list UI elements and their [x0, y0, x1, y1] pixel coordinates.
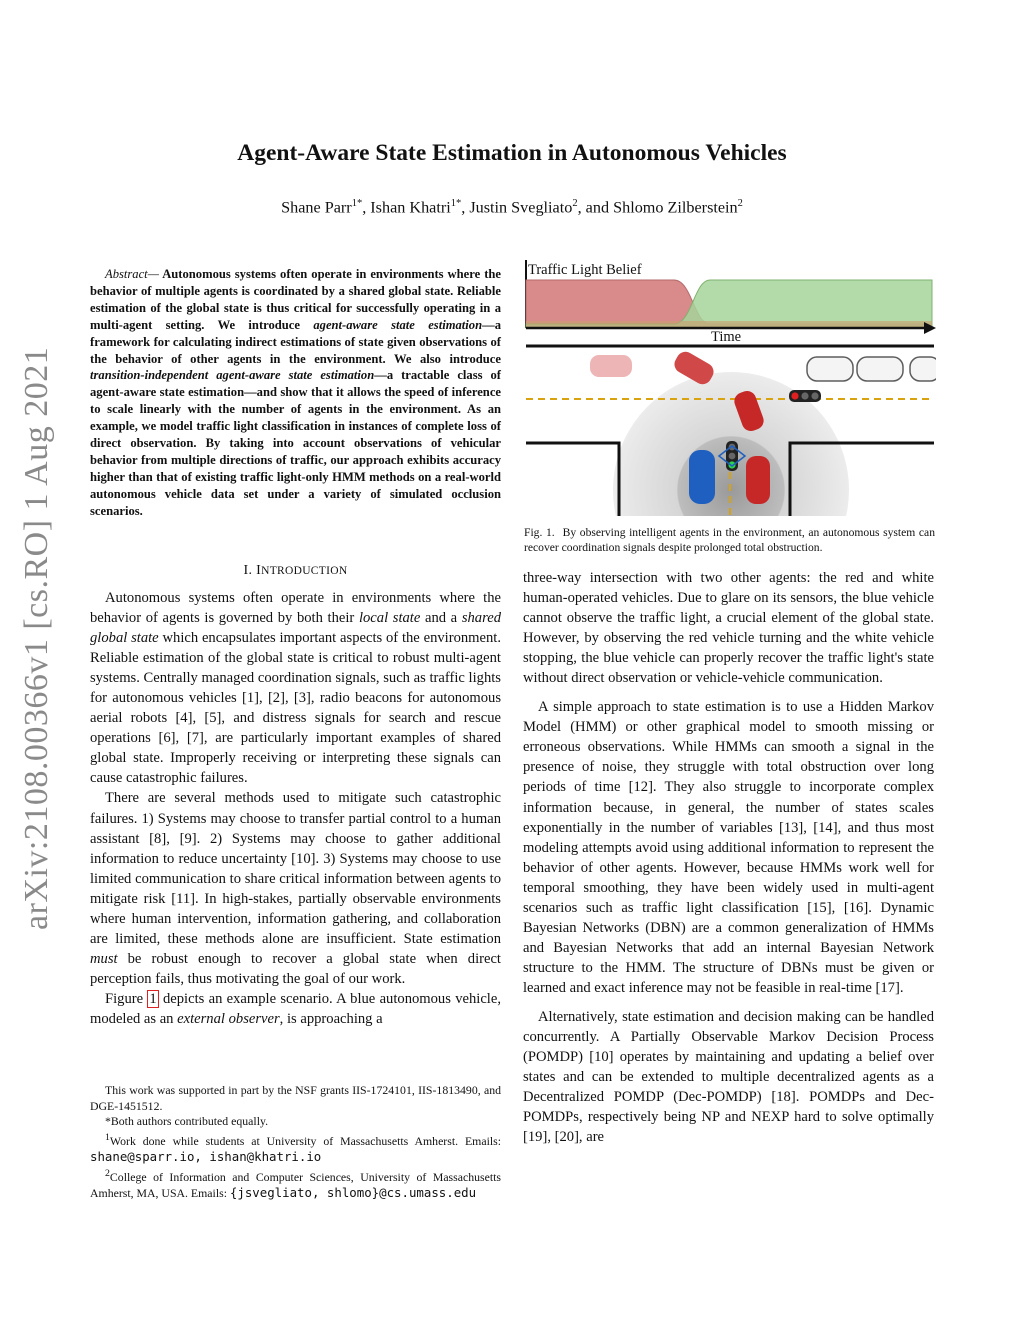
figure-reference-link[interactable]: 1: [149, 990, 157, 1007]
figure-caption: Fig. 1. By observing intelligent agents in the environment, an autonomous system can recover coordination signals despite prolonged total obstruction.: [524, 526, 935, 555]
red-car: [746, 456, 770, 504]
paragraph: There are several methods used to mitigate such catastrophic failures. 1) Systems may choose to transfer partial control to a human assistant [8], [9]. 2) Systems may choose to gather additional information to reduce uncertainty [10]. 3) Systems may choose to use limited communication to share critical information between agents to mitigate risk [11]. In high-stakes, partially observable environments where human intervention, information gathering, and collaboration are limited, these methods alone are insufficient. State estimation must be robust enough to recover a global state when direct perception fails, thus motivating the goal of our work.: [90, 790, 501, 987]
footnote: This work was supported in part by the NSF grants IIS-1724101, IIS-1813490, and DGE-1451512.: [90, 1083, 501, 1113]
figure-1: [524, 258, 936, 516]
time-label: Time: [711, 329, 742, 345]
author-name: Justin Svegliato: [469, 198, 573, 217]
left-column-body: [90, 588, 501, 1029]
paragraph: three-way intersection with two other agents: the red and white human-operated vehicles. Due to glare on its sensors, the blue vehicle cannot observe the traffic light, a crucial element of the global state. However, by observing the red vehicle turning and the white vehicle stopping, the blue vehicle can properly recover the traffic light's state without direct observation or vehicle-vehicle communication.: [523, 570, 934, 687]
abstract-label: Abstract: [105, 267, 148, 281]
author-name: Ishan Khatri: [370, 198, 451, 217]
paragraph: A simple approach to state estimation is to use a Hidden Markov Model (HMM) or other graphical model to smooth missing or erroneous observations. While HMMs can smooth a signal in the presence of noise, they struggle with total obstruction over long periods of time [12]. They also struggle to incorporate complex information because, in general, the number of states scales exponentially in the number of variables [13], [14], and thus most modeling attempts avoid using additional information to represent the behavior of other agents. However, because HMMs work well for temporal smoothing, they have been widely used in multi-agent scenarios such as traffic light classification [15], [16]. Dynamic Bayesian Networks (DBN) are a common generalization of HMMs and Bayesian Networks that add an internal Bayesian Network structure to the HMM. The structure of DBNs must be given or learned and exact inference may not be feasible in real-time [17].: [523, 699, 934, 996]
red-car-faded: [590, 355, 632, 377]
author-list: Shane Parr$^{1*}$, Ishan Khatri$^{1*}$, Justin Svegliato$^2$, and Shlomo Zilberstein$^2$: [281, 198, 743, 217]
paper-title: Agent-Aware State Estimation in Autonomous Vehicles: [237, 140, 787, 166]
white-car: [807, 357, 936, 381]
footnotes: [90, 1083, 501, 1202]
footnote: $^1$Work done while students at University of Massachusetts Amherst. Emails: shane@sparr.io, ishan@khatri.io: [90, 1131, 501, 1165]
abstract: Abstract— Autonomous systems often operate in environments where the behavior of multiple agents is coordinated by a shared global state. Reliable estimation of the global state is thus critical for successfully operating in a multi-agent setting. We introduce agent-aware state estimation—a framework for calculating indirect estimations of state given observations of the behavior of other agents in the environment. We also introduce transition-independent agent-aware state estimation—a tractable class of agent-aware state estimation—and show that it allows the speed of inference to scale linearly with the number of agents in the environment. As an example, we model traffic light classification in instances of complete loss of direct observation. By taking into account observations of vehicular behavior from multiple directions of traffic, our approach exhibits accuracy higher than that of existing traffic light-only HMM methods on a real-world autonomous vehicle data set under a variety of simulated occlusion scenarios.: [90, 267, 501, 518]
author-name: Shane Parr: [281, 198, 352, 217]
paragraph: Autonomous systems often operate in environments where the behavior of agents is governed by both their local state and a shared global state which encapsulates important aspects of the environment. Reliable estimation of the global state is critical to robust multi-agent systems. Centrally managed coordination signals, such as traffic lights for autonomous vehicles [1], [2], [3], radio beacons for autonomous aerial robots [4], [5], and distress signals for search and rescue operations [6], [7], are particularly important examples of shared global state. Improperly receiving or interpreting these signals can cause catastrophic failures.: [90, 590, 501, 787]
footnote: *Both authors contributed equally.: [105, 1114, 269, 1129]
belief-label: Traffic Light Belief: [528, 262, 642, 278]
traffic-light-belief-plot: [526, 260, 936, 345]
blue-car: [689, 450, 715, 504]
paragraph: Figure 1 depicts an example scenario. A blue autonomous vehicle, modeled as an external observer, is approaching a: [90, 990, 501, 1027]
email-text: {jsvegliato, shlomo}@cs.umass.edu: [229, 1185, 477, 1201]
right-column-body: [523, 568, 934, 1147]
email-text: shane@sparr.io, ishan@khatri.io: [90, 1149, 322, 1165]
figure-label: Fig. 1.: [524, 526, 555, 539]
paragraph: Alternatively, state estimation and decision making can be handled concurrently. A Partially Observable Markov Decision Process (POMDP) [10] operates by maintaining and updating a belief over states and can be extended to multiple decentralized agents as a Decentralized POMDP (Dec-POMDP) [18]. POMDPs and Dec-POMDPs, respectively being NP and NEXP hard to solve optimally [19], [20], are: [523, 1008, 934, 1146]
footnote: $^2$College of Information and Computer Sciences, University of Massachusetts Amherst, MA, USA. Emails: {jsvegliato, shlomo}@cs.umass.edu: [90, 1167, 501, 1201]
author-name: Shlomo Zilberstein: [613, 198, 738, 217]
section-heading: I. INTRODUCTION: [243, 563, 348, 578]
